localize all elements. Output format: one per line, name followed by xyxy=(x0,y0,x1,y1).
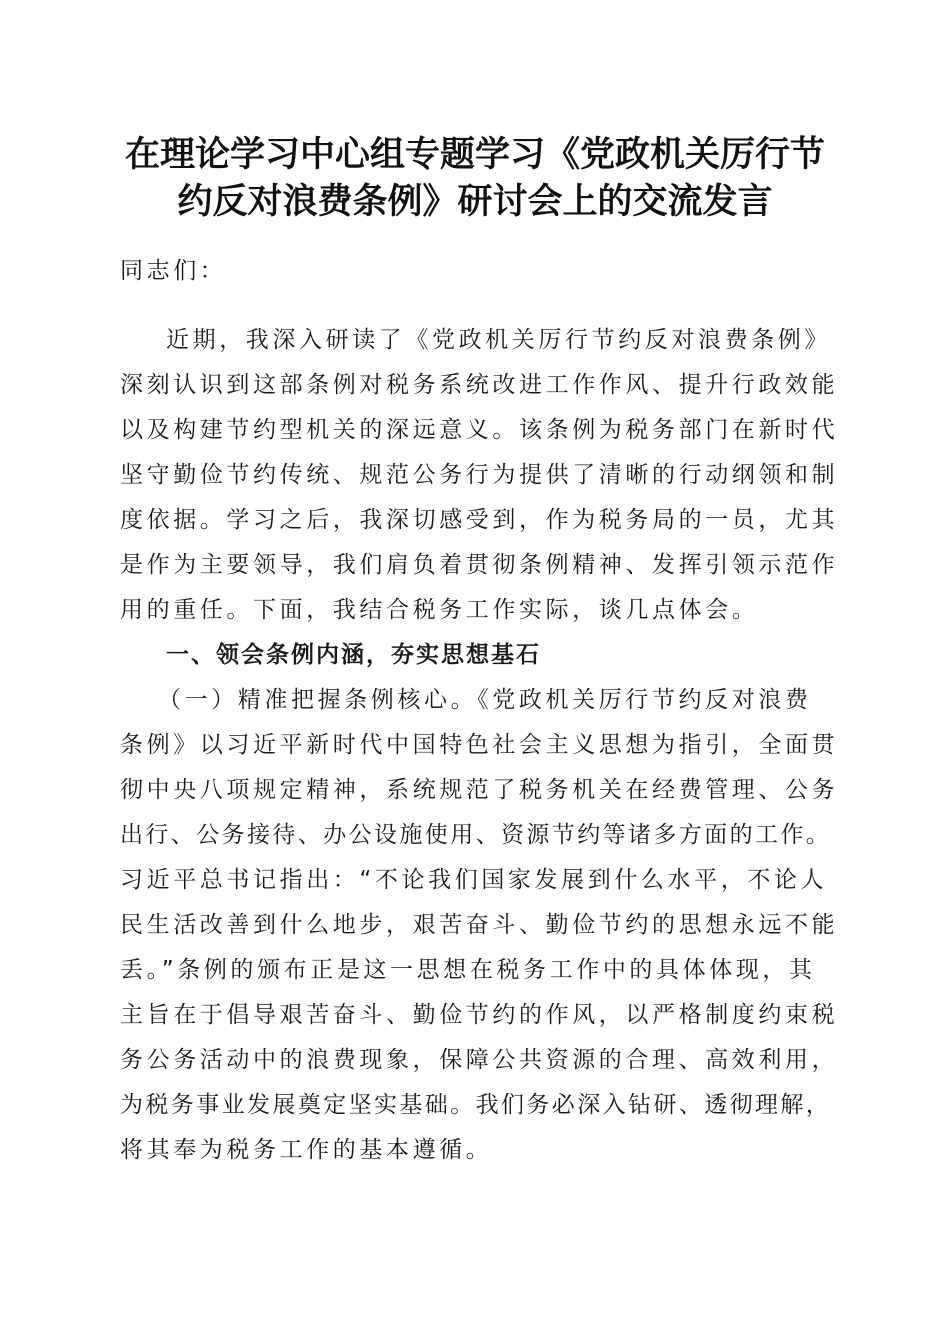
paragraph-line: 彻中央八项规定精神，系统规范了税务机关在经费管理、公务 xyxy=(120,777,839,803)
document-title-line-1: 在理论学习中心组专题学习《党政机关厉行节 xyxy=(124,134,825,175)
paragraph-line: 坚守勤俭节约传统、规范公务行为提供了清晰的行动纲领和制 xyxy=(120,462,839,488)
paragraph-line: 条例》以习近平新时代中国特色社会主义思想为指引，全面贯 xyxy=(120,732,839,758)
document-title-line-2: 约反对浪费条例》研讨会上的交流发言 xyxy=(177,181,773,222)
paragraph-line: 近期，我深入研读了《党政机关厉行节约反对浪费条例》 xyxy=(166,327,831,353)
paragraph-line: 以及构建节约型机关的深远意义。该条例为税务部门在新时代 xyxy=(120,417,839,443)
paragraph-line: 务公务活动中的浪费现象，保障公共资源的合理、高效利用， xyxy=(120,1047,839,1073)
paragraph-line: 深刻认识到这部条例对税务系统改进工作作风、提升行政效能 xyxy=(120,372,839,398)
paragraph-line: 用的重任。下面，我结合税务工作实际，谈几点体会。 xyxy=(120,597,759,623)
paragraph-line: 习近平总书记指出：“不论我们国家发展到什么水平，不论人 xyxy=(120,867,828,893)
paragraph-line: 主旨在于倡导艰苦奋斗、勤俭节约的作风，以严格制度约束税 xyxy=(120,1002,839,1028)
paragraph-line: 度依据。学习之后，我深切感受到，作为税务局的一员，尤其 xyxy=(120,507,839,533)
paragraph-line: 是作为主要领导，我们肩负着贯彻条例精神、发挥引领示范作 xyxy=(120,552,839,578)
paragraph-line: 将其奉为税务工作的基本遵循。 xyxy=(120,1137,493,1163)
paragraph-line: 出行、公务接待、办公设施使用、资源节约等诸多方面的工作。 xyxy=(120,822,832,848)
section-heading: 一、领会条例内涵，夯实思想基石 xyxy=(166,642,541,668)
salutation: 同志们： xyxy=(120,258,227,284)
paragraph-line: （一）精准把握条例核心。《党政机关厉行节约反对浪费 xyxy=(158,687,812,713)
paragraph-line: 民生活改善到什么地步，艰苦奋斗、勤俭节约的思想永远不能 xyxy=(120,912,839,938)
paragraph-line: 为税务事业发展奠定坚实基础。我们务必深入钻研、透彻理解， xyxy=(120,1092,832,1118)
paragraph-line: 丢。”条例的颁布正是这一思想在税务工作中的具体体现，其 xyxy=(120,957,816,983)
